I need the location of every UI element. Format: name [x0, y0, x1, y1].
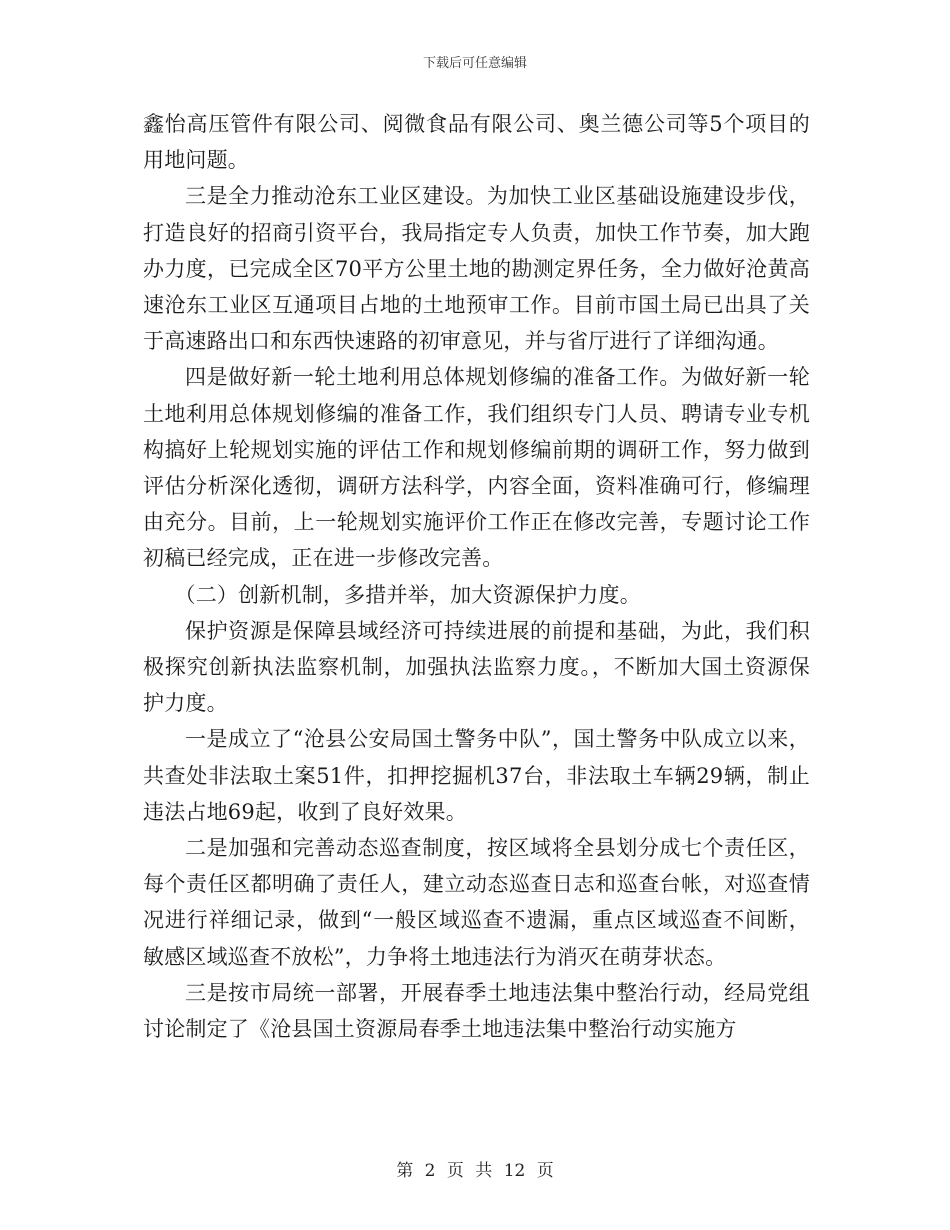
paragraph-1: 鑫怡高压管件有限公司、阅微食品有限公司、奥兰德公司等5个项目的用地问题。	[143, 112, 810, 173]
paragraph-2: 三是全力推动沧东工业区建设。为加快工业区基础设施建设步伐，打造良好的招商引资平台，我局指定专人负责，加快工作节奏，加大跑办力度，已完成全区70平方公里土地的勘测定界任务，全力做好沧黄高速沧东工业区互通项目占地的土地预审工作。目前市国土局已出具了关于高速路出口和东西快速路的初审意见，并与省厅进行了详细沟通。	[143, 184, 810, 354]
paragraph-6: 二是加强和完善动态巡查制度，按区域将全县划分成七个责任区，每个责任区都明确了责任人，建立动态巡查日志和巡查台帐，对巡查情况进行祥细记录，做到“一般区域巡查不遗漏，重点区域巡查不间断，敏感区域巡查不放松”，力争将土地违法行为消灭在萌芽状态。	[143, 836, 810, 969]
document-body	[143, 106, 810, 1047]
page-header: 下载后可任意编辑	[422, 56, 527, 71]
page-footer: 第 2 页 共 12 页	[396, 1161, 554, 1181]
section-heading: （二）创新机制，多措并举，加大资源保护力度。	[174, 582, 641, 607]
paragraph-4: 保护资源是保障县域经济可持续进展的前提和基础，为此，我们积极探究创新执法监察机制，加强执法监察力度。，不断加大国土资源保护力度。	[143, 618, 810, 716]
paragraph-3: 四是做好新一轮土地利用总体规划修编的准备工作。为做好新一轮土地利用总体规划修编的准备工作，我们组织专门人员、聘请专业专机构搞好上轮规划实施的评估工作和规划修编前期的调研工作，努力做到评估分析深化透彻，调研方法科学，内容全面，资料准确可行，修编理由充分。目前，上一轮规划实施评价工作正在修改完善，专题讨论工作初稿已经完成，正在进一步修改完善。	[143, 365, 810, 571]
paragraph-5: 一是成立了“沧县公安局国土警务中队”，国土警务中队成立以来，共查处非法取土案51件，扣押挖掘机37台，非法取土车辆29辆，制止违法占地69起，收到了良好效果。	[143, 727, 810, 824]
paragraph-7: 三是按市局统一部署，开展春季土地违法集中整治行动，经局党组讨论制定了《沧县国土资源局春季土地违法集中整治行动实施方	[143, 980, 810, 1042]
